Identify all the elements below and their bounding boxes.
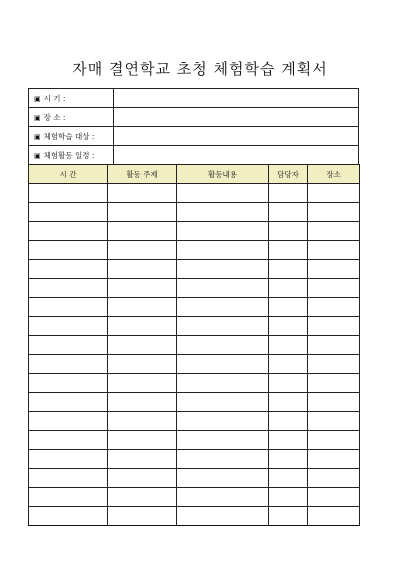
period-label: 시 기 : [43,93,66,103]
cell-topic[interactable] [108,317,177,336]
cell-topic[interactable] [108,393,177,412]
target-label: 체험학습 대상 : [43,131,95,141]
cell-time[interactable] [29,488,108,507]
cell-person[interactable] [269,393,308,412]
info-label-target [29,127,114,146]
cell-topic[interactable] [108,260,177,279]
cell-content[interactable] [177,222,269,241]
cell-time[interactable] [29,241,108,260]
cell-content[interactable] [177,317,269,336]
place-label: 장 소 : [43,112,66,122]
cell-person[interactable] [269,298,308,317]
cell-person[interactable] [269,374,308,393]
table-row [29,336,360,355]
cell-place[interactable] [308,222,360,241]
table-row [29,374,360,393]
cell-topic[interactable] [108,241,177,260]
header-person: 담당자 [269,165,308,184]
cell-place[interactable] [308,203,360,222]
schedule-body [29,184,360,526]
table-row [29,298,360,317]
table-row [29,241,360,260]
cell-topic[interactable] [108,355,177,374]
info-label-place [29,108,114,127]
cell-time[interactable] [29,203,108,222]
header-place: 장소 [308,165,360,184]
cell-content[interactable] [177,469,269,488]
schedule-header-row [29,165,360,184]
cell-content[interactable] [177,279,269,298]
cell-content[interactable] [177,393,269,412]
cell-topic[interactable] [108,488,177,507]
info-row-target [29,127,359,146]
cell-content[interactable] [177,507,269,526]
cell-content[interactable] [177,450,269,469]
cell-time[interactable] [29,450,108,469]
cell-person[interactable] [269,317,308,336]
cell-person[interactable] [269,488,308,507]
cell-place[interactable] [308,469,360,488]
cell-person[interactable] [269,355,308,374]
period-field[interactable] [114,89,359,108]
cell-content[interactable] [177,488,269,507]
table-row [29,393,360,412]
cell-person[interactable] [269,222,308,241]
schedule-table [28,164,360,526]
cell-time[interactable] [29,412,108,431]
cell-content[interactable] [177,241,269,260]
cell-person[interactable] [269,279,308,298]
cell-content[interactable] [177,184,269,203]
cell-time[interactable] [29,184,108,203]
cell-content[interactable] [177,260,269,279]
info-row-place [29,108,359,127]
place-field[interactable] [114,108,359,127]
info-label-schedule [29,146,114,165]
cell-topic[interactable] [108,336,177,355]
cell-person[interactable] [269,241,308,260]
cell-person[interactable] [269,431,308,450]
cell-time[interactable] [29,431,108,450]
cell-time[interactable] [29,260,108,279]
header-topic: 활동 주제 [108,165,177,184]
cell-time[interactable] [29,317,108,336]
table-row [29,260,360,279]
cell-topic[interactable] [108,374,177,393]
cell-place[interactable] [308,431,360,450]
cell-topic[interactable] [108,203,177,222]
cell-topic[interactable] [108,431,177,450]
cell-topic[interactable] [108,469,177,488]
cell-place[interactable] [308,450,360,469]
cell-content[interactable] [177,355,269,374]
cell-content[interactable] [177,374,269,393]
cell-content[interactable] [177,203,269,222]
cell-place[interactable] [308,260,360,279]
cell-time[interactable] [29,374,108,393]
square-bullet-icon: ▣ [34,151,41,160]
cell-content[interactable] [177,336,269,355]
info-table [28,88,359,165]
cell-topic[interactable] [108,279,177,298]
table-row [29,507,360,526]
cell-time[interactable] [29,298,108,317]
square-bullet-icon: ▣ [34,113,41,122]
table-row [29,355,360,374]
cell-time[interactable] [29,336,108,355]
cell-place[interactable] [308,298,360,317]
cell-person[interactable] [269,469,308,488]
info-row-schedule [29,146,359,165]
cell-time[interactable] [29,393,108,412]
cell-place[interactable] [308,507,360,526]
cell-time[interactable] [29,507,108,526]
square-bullet-icon: ▣ [34,94,41,103]
table-row [29,279,360,298]
cell-person[interactable] [269,507,308,526]
table-row [29,412,360,431]
cell-topic[interactable] [108,412,177,431]
cell-place[interactable] [308,317,360,336]
target-field[interactable] [114,127,359,146]
schedule-label: 체험활동 일정 : [43,150,95,160]
cell-content[interactable] [177,431,269,450]
cell-person[interactable] [269,260,308,279]
cell-place[interactable] [308,412,360,431]
info-row-period [29,89,359,108]
cell-topic[interactable] [108,222,177,241]
cell-place[interactable] [308,355,360,374]
cell-person[interactable] [269,412,308,431]
table-row [29,184,360,203]
table-row [29,317,360,336]
cell-place[interactable] [308,279,360,298]
square-bullet-icon: ▣ [34,132,41,141]
cell-person[interactable] [269,450,308,469]
cell-content[interactable] [177,298,269,317]
document-title: 자매 결연학교 초청 체험학습 계획서 [72,60,328,78]
cell-place[interactable] [308,393,360,412]
cell-time[interactable] [29,279,108,298]
header-content: 활동내용 [177,165,269,184]
table-row [29,222,360,241]
table-row [29,431,360,450]
cell-topic[interactable] [108,184,177,203]
cell-person[interactable] [269,184,308,203]
cell-topic[interactable] [108,298,177,317]
cell-place[interactable] [308,374,360,393]
info-label-period [29,89,114,108]
cell-time[interactable] [29,355,108,374]
schedule-field[interactable] [114,146,359,165]
cell-topic[interactable] [108,450,177,469]
cell-time[interactable] [29,222,108,241]
cell-place[interactable] [308,184,360,203]
cell-place[interactable] [308,241,360,260]
cell-person[interactable] [269,203,308,222]
cell-place[interactable] [308,336,360,355]
cell-person[interactable] [269,336,308,355]
cell-time[interactable] [29,469,108,488]
header-time: 시 간 [29,165,108,184]
table-row [29,469,360,488]
table-row [29,488,360,507]
cell-place[interactable] [308,488,360,507]
cell-content[interactable] [177,412,269,431]
table-row [29,450,360,469]
table-row [29,203,360,222]
cell-topic[interactable] [108,507,177,526]
